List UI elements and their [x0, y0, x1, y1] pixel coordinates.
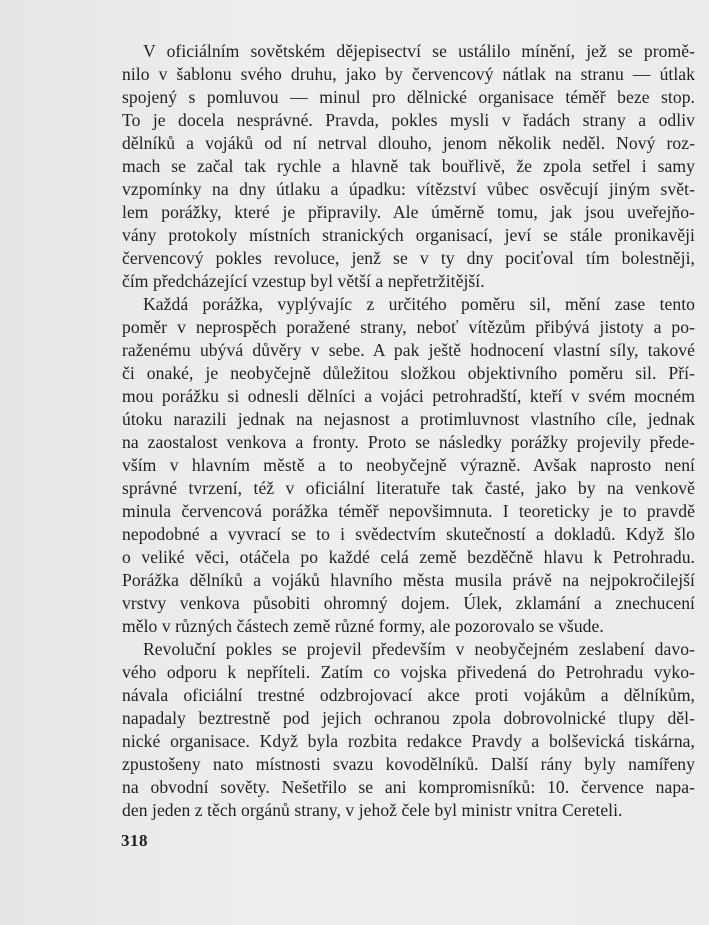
text-line: vány protokoly místních stranických organisací, jeví se stále pronikavěji [122, 225, 695, 245]
text-line: červencový pokles revoluce, jenž se v ty dny pociťoval tím bolestněji, [122, 248, 695, 268]
text-line: zpustošeny nato místnosti svazu kovodělníků. Další rány byly namířeny [122, 754, 695, 774]
text-line: To je docela nesprávné. Pravda, pokles mysli v řadách strany a odliv [122, 110, 695, 130]
text-line: mou porážku si odnesli dělníci a vojáci petrohradští, kteří v svém mocném [122, 386, 695, 406]
text-line: nepodobné a vyvrací se to i svědectvím skutečností a dokladů. Když šlo [122, 524, 695, 544]
text-line: o veliké věci, otáčela po každé celá země bezděčně hlavu k Petrohradu. [122, 547, 695, 567]
paragraph [122, 293, 695, 638]
text-line: mělo v různých částech země různé formy, ale pozorovalo se všude. [122, 616, 604, 636]
text-line: V oficiálním sovětském dějepisectví se ustálilo mínění, jež se promě- [143, 41, 695, 61]
text-line: vším v hlavním městě a to neobyčejně výrazně. Avšak naprosto není [122, 455, 695, 475]
text-line: raženému ubývá důvěry v sebe. A pak ještě hodnocení vlastní síly, takové [122, 340, 695, 360]
text-line: na zaostalost venkova a fronty. Proto se následky porážky projevily přede- [122, 432, 695, 452]
text-line: vého odporu k nepříteli. Zatím co vojska přivedená do Petrohradu vyko- [122, 662, 695, 682]
text-line: čím předcházející vzestup byl větší a nepřetržitější. [122, 271, 485, 291]
text-line: napadaly beztrestně pod jejich ochranou zpola dobrovolnické tlupy děl- [122, 708, 695, 728]
text-line: poměr v neprospěch poražené strany, neboť vítězům přibývá jistoty a po- [122, 317, 695, 337]
text-line: den jeden z těch orgánů strany, v jehož čele byl ministr vnitra Cereteli. [122, 800, 623, 820]
text-line: na obvodní sověty. Nešetřilo se ani kompromisníků: 10. července napa- [122, 777, 695, 797]
text-line: útoku narazili jednak na nejasnost a protimluvnost vlastního cíle, jednak [122, 409, 695, 429]
text-line: dělníků a vojáků od ní netrval dlouho, jenom několik neděl. Nový roz- [122, 133, 695, 153]
text-line: minula červencová porážka téměř nepovšimnuta. I teoreticky je to pravdě [122, 501, 695, 521]
text-line: mach se začal tak rychle a hlavně tak bouřlivě, že zpola setřel i samy [122, 156, 695, 176]
body-text [122, 40, 695, 822]
text-line: návala oficiální trestné odzbrojovací akce proti vojákům a dělníkům, [122, 685, 695, 705]
page-number: 318 [121, 831, 148, 850]
text-line: nilo v šablonu svého druhu, jako by červencový nátlak na stranu — útlak [122, 64, 695, 84]
text-line: spojený s pomluvou — minul pro dělnické organisace téměř beze stop. [122, 87, 695, 107]
text-line: správné tvrzení, též v oficiální literatuře tak časté, jako by na venkově [122, 478, 695, 498]
text-line: vzpomínky na dny útlaku a úpadku: vítězství vůbec osvěcují jiným svět- [122, 179, 695, 199]
text-line: Každá porážka, vyplývajíc z určitého poměru sil, mění zase tento [143, 294, 695, 314]
paragraph [122, 638, 695, 822]
text-line: Porážka dělníků a vojáků hlavního města musila právě na nejpokročilejší [122, 570, 695, 590]
text-line: či onaké, je neobyčejně důležitou složkou objektivního poměru sil. Pří- [122, 363, 695, 383]
text-line: Revoluční pokles se projevil především v neobyčejném zeslabení davo- [143, 639, 695, 659]
text-line: vrstvy venkova působiti ohromný dojem. Úlek, zklamání a znechucení [122, 593, 695, 613]
text-line: lem porážky, které je připravily. Ale úměrně tomu, jak jsou uveřejňo- [122, 202, 695, 222]
paragraph [122, 40, 695, 293]
text-line: nické organisace. Když byla rozbita redakce Pravdy a bolševická tiskárna, [122, 731, 695, 751]
